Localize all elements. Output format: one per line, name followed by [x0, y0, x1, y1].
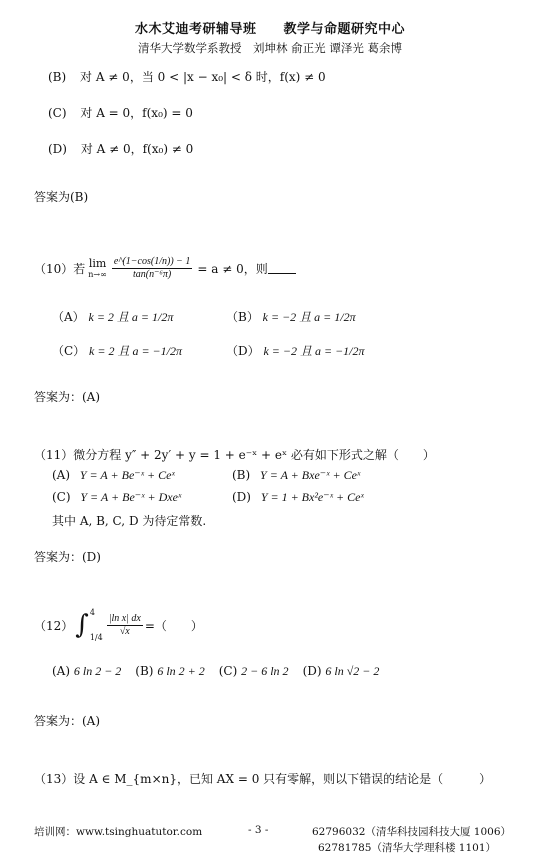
q12-option-a: (A) 6 ln 2 − 2 [52, 664, 122, 678]
q11-stem: （11）微分方程 y″ + 2y′ + y = 1 + e⁻ˣ + eˣ 必有如下形式之解（ ） [34, 448, 435, 462]
q10-rhs: = a ≠ 0，则 [197, 262, 268, 276]
q13-stem: （13）设 A ∈ M_{m×n}，已知 AX = 0 只有零解，则以下错误的结论是（ ） [34, 772, 492, 786]
q9-option-c-text: 对 A = 0，f(x₀) = 0 [80, 106, 193, 120]
q10-option-c: （C） k = 2 且 a = −1/2π [52, 344, 182, 358]
q10-option-a: （A） k = 2 且 a = 1/2π [52, 310, 174, 324]
q11-option-a: (A) Y = A + Be⁻ˣ + Ceˣ [52, 468, 175, 482]
q12-integral [75, 608, 145, 642]
q12-tail: =（ ） [144, 618, 203, 633]
footer-site: 培训网：www.tsinghuatutor.com [34, 826, 203, 838]
q12-integrand [107, 613, 143, 638]
q10-answer: 答案为：(A) [34, 390, 101, 404]
q9-option-b [48, 68, 326, 85]
q12-integrand-num: |ln x| dx [108, 612, 141, 624]
page-header-authors: 清华大学数学系教授 刘坤林 俞正光 谭泽光 葛余博 [138, 41, 402, 55]
q10-fraction [112, 256, 193, 281]
q10-number: （10）若 [34, 262, 86, 276]
q12-options [52, 664, 379, 679]
q12-number: （12） [34, 618, 74, 633]
q11-option-d: (D) Y = 1 + Bx²e⁻ˣ + Ceˣ [232, 490, 364, 504]
q11-option-c: (C) Y = A + Be⁻ˣ + Dxeˣ [52, 490, 182, 504]
footer-phone-2: 62781785（清华大学理科楼 1101） [318, 842, 497, 854]
q12-upper-limit: 4 [89, 608, 95, 617]
q12-integrand-den: √x [119, 625, 130, 637]
q10-limit: lim n→∞ [88, 256, 107, 279]
q12-option-d: (D) 6 ln √2 − 2 [302, 664, 380, 678]
q9-option-c [48, 104, 193, 121]
q9-option-d-text: 对 A ≠ 0，f(x₀) ≠ 0 [80, 142, 194, 156]
q11-answer: 答案为：(D) [34, 550, 101, 564]
q9-option-d [48, 140, 193, 157]
q9-option-c-label: (C) [48, 106, 67, 120]
q11-option-b: (B) Y = A + Bxe⁻ˣ + Ceˣ [232, 468, 361, 482]
q10-option-b: （B） k = −2 且 a = 1/2π [226, 310, 356, 324]
q12-option-c: (C) 2 − 6 ln 2 [218, 664, 289, 678]
q10-answer-blank [268, 263, 296, 274]
q9-option-b-text: 对 A ≠ 0，当 0 < |x − x₀| < δ 时，f(x) ≠ 0 [80, 70, 326, 84]
q12-answer: 答案为：(A) [34, 714, 101, 728]
q9-option-d-label: (D) [48, 142, 67, 156]
q10-stem [34, 256, 296, 281]
q10-numerator: e^(1−cos(1/n)) − 1 [113, 256, 191, 267]
q9-option-b-label: (B) [48, 70, 67, 84]
q9-answer: 答案为(B) [34, 190, 89, 204]
page-header-title: 水木艾迪考研辅导班 教学与命题研究中心 [134, 22, 405, 37]
q10-option-d: （D） k = −2 且 a = −1/2π [226, 344, 365, 358]
q12-option-b: (B) 6 ln 2 + 2 [135, 664, 205, 678]
integral-sign-icon: ∫ [75, 610, 89, 640]
footer-phone-1: 62796032（清华科技园科技大厦 1006） [312, 826, 512, 838]
q12-lower-limit: 1/4 [89, 633, 103, 642]
footer-page-number: - 3 - [248, 824, 269, 836]
q11-note: 其中 A, B, C, D 为待定常数. [52, 514, 207, 528]
q10-denominator: tan(n⁻⁶π) [133, 269, 172, 280]
q12-stem [34, 608, 203, 642]
